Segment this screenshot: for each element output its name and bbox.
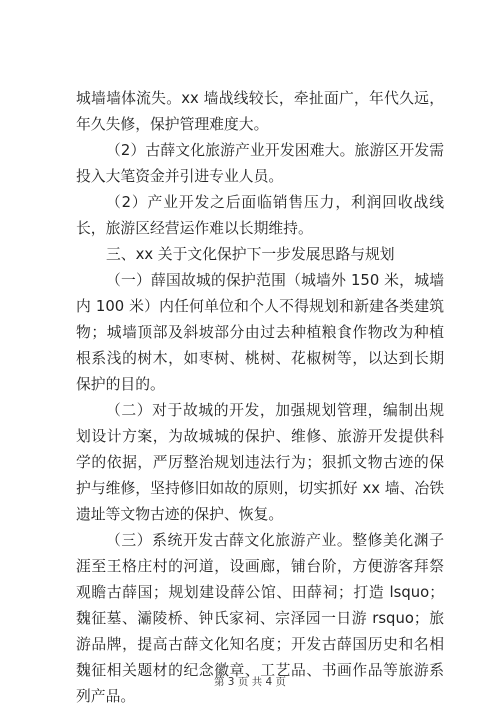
document-body (76, 86, 444, 710)
paragraph-development-difficulty: （2）古薛文化旅游产业开发困难大。旅游区开发需投入大笔资金并引进专业人员。 (76, 142, 444, 185)
paragraph-tourism-industry: （三）系统开发古薛文化旅游产业。整修美化渊子涯至王格庄村的河道，设画廊，铺台阶，方便游客拜祭观瞻古薛国；规划建设薛公馆、田薛祠；打造 lsquo；魏征墓、灞陵桥、钟氏家祠、宗泽园一日游 rsquo；旅游品牌，提高古薛文化知名度；开发古薛国历史和名相魏征相关题材的纪念徽章、工艺品、书画作品等旅游系列产品。 (76, 532, 444, 705)
paragraph-wall-loss: 城墙墙体流失。xx 墙战线较长，牵扯面广，年代久远，年久失修，保护管理难度大。 (76, 90, 444, 133)
paragraph-protection-range: （一）薛国故城的保护范围（城墙外 150 米，城墙内 100 米）内任何单位和个人不得规划和新建各类建筑物；城墙顶部及斜坡部分由过去种植粮食作物改为种植根系浅的树木，如枣树、桃树、花椒树等，以达到长期保护的目的。 (76, 272, 444, 393)
section-heading-plan: 三、xx 关于文化保护下一步发展思路与规划 (106, 246, 395, 263)
page-footer: 第 3 页 共 4 页 (213, 676, 287, 688)
paragraph-sales-pressure: （2）产业开发之后面临销售压力，利润回收战线长，旅游区经营运作难以长期维持。 (76, 194, 444, 237)
paragraph-planning-management: （二）对于故城的开发，加强规划管理，编制出规划设计方案，为故城城的保护、维修、旅游开发提供科学的依据，严厉整治规划违法行为；狠抓文物古迹的保护与维修，坚持修旧如故的原则，切实抓好 xx 墙、冶铁遗址等文物古迹的保护、恢复。 (76, 402, 444, 523)
